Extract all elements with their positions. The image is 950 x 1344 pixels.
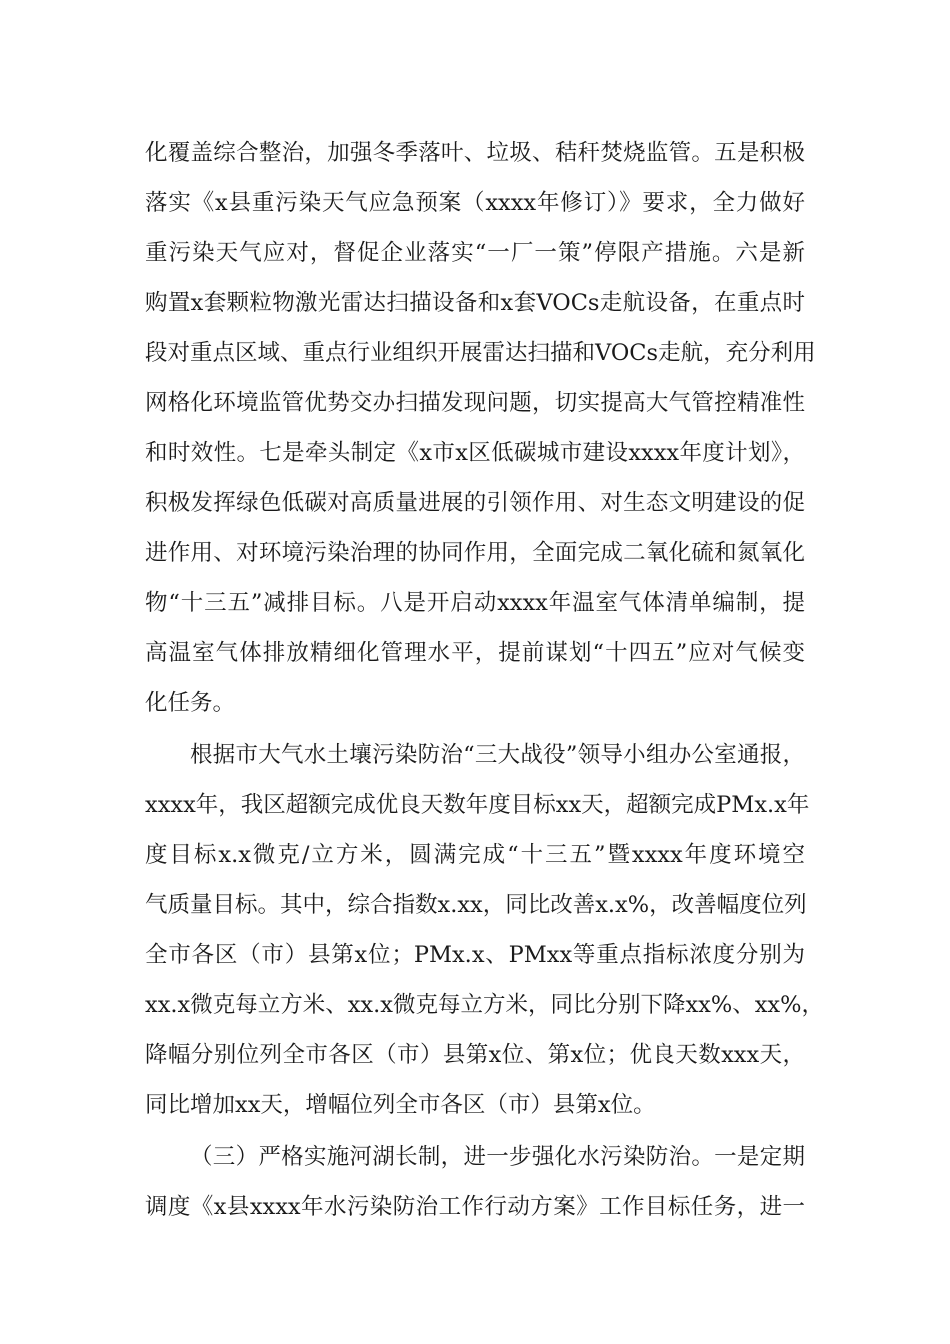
body-text-line: 积极发挥绿色低碳对高质量进展的引领作用、对生态文明建设的促 — [145, 490, 805, 516]
body-text-line: 调度《x县xxxx年水污染防治工作行动方案》工作目标任务，进一 — [145, 1194, 805, 1220]
body-text-line: 和时效性。七是牵头制定《x市x区低碳城市建设xxxx年度计划》， — [145, 440, 805, 466]
body-text-line: 物“十三五”减排目标。八是开启动xxxx年温室气体清单编制，提 — [145, 590, 805, 616]
body-text-line: 网格化环境监管优势交办扫描发现问题，切实提高大气管控精准性 — [145, 390, 805, 416]
paragraph-first-line: （三）严格实施河湖长制，进一步强化水污染防治。一是定期 — [190, 1144, 805, 1170]
body-text-line: 重污染天气应对，督促企业落实“一厂一策”停限产措施。六是新 — [145, 240, 805, 266]
body-text-line: 段对重点区域、重点行业组织开展雷达扫描和VOCs走航，充分利用 — [145, 340, 816, 366]
body-text-line: 气质量目标。其中，综合指数x.xx，同比改善x.x%，改善幅度位列 — [145, 892, 807, 918]
body-text-line: 同比增加xx天，增幅位列全市各区（市）县第x位。 — [145, 1092, 656, 1118]
body-text-line: 落实《x县重污染天气应急预案（xxxx年修订）》要求，全力做好 — [145, 190, 805, 216]
body-text-line: 度目标x.x微克/立方米，圆满完成“十三五”暨xxxx年度环境空 — [145, 842, 805, 868]
body-text-line: xxxx年，我区超额完成优良天数年度目标xx天，超额完成PMx.x年 — [145, 792, 810, 818]
body-text-line: 进作用、对环境污染治理的协同作用，全面完成二氧化硫和氮氧化 — [145, 540, 805, 566]
body-text-line: 化覆盖综合整治，加强冬季落叶、垃圾、秸秆焚烧监管。五是积极 — [145, 140, 805, 166]
body-text-line: 高温室气体排放精细化管理水平，提前谋划“十四五”应对气候变 — [145, 640, 805, 666]
body-text-line: 全市各区（市）县第x位；PMx.x、PMxx等重点指标浓度分别为 — [145, 942, 805, 968]
body-text-line: 购置x套颗粒物激光雷达扫描设备和x套VOCs走航设备，在重点时 — [145, 290, 805, 316]
body-text-line: xx.x微克每立方米、xx.x微克每立方米，同比分别下降xx%、xx%， — [145, 992, 824, 1018]
paragraph-first-line: 根据市大气水土壤污染防治“三大战役”领导小组办公室通报， — [190, 742, 805, 768]
body-text-line: 化任务。 — [145, 690, 236, 716]
body-text-line: 降幅分别位列全市各区（市）县第x位、第x位；优良天数xxx天， — [145, 1042, 805, 1068]
